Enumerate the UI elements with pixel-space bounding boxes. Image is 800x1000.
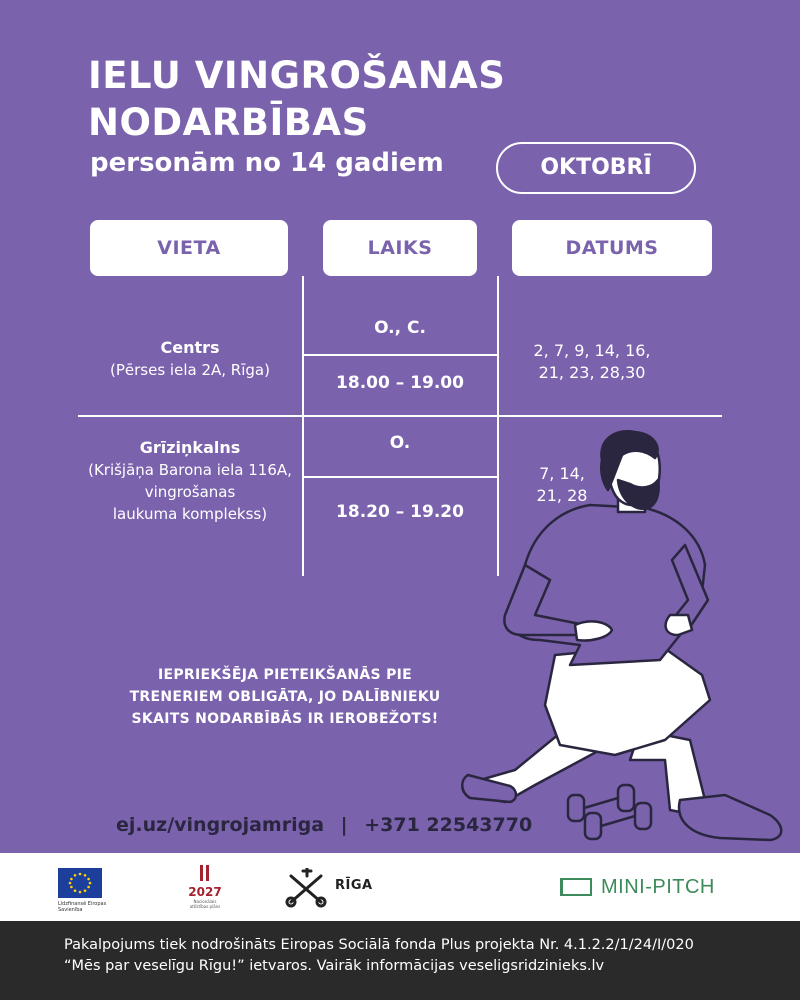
notice-line: IEPRIEKŠĒJA PIETEIKŠANĀS PIE [157, 667, 413, 683]
header-time: LAIKS [323, 220, 477, 276]
footer-line-2: “Mēs par veselīgu Rīgu!” ietvaros. Vairāk informācijas veseligsridzinieks.lv [64, 958, 605, 974]
npa-2027-logo [185, 865, 225, 909]
title-line-2: NODARBĪBAS [88, 101, 369, 144]
poster-title [88, 52, 505, 146]
place-address: (Pērses iela 2A, Rīga) [110, 361, 270, 379]
hours-cell: 18.00 – 19.00 [336, 373, 464, 393]
notice-line: TRENERIEM OBLIGĀTA, JO DALĪBNIEKU [129, 689, 441, 705]
dates-line: 7, 14, [539, 464, 585, 483]
npa-year: 2027 [188, 885, 222, 899]
grid-line-row1-split [303, 354, 497, 356]
place-name: Centrs [160, 338, 220, 357]
npa-subtext: Nacionālais attīstības plāns [189, 899, 221, 909]
mini-pitch-text: MINI-PITCH [601, 875, 715, 898]
website-link[interactable]: ej.uz/vingrojamriga [116, 814, 325, 836]
footer-info [0, 921, 800, 1000]
month-badge: OKTOBRĪ [496, 142, 696, 194]
dates-line: 21, 23, 28,30 [538, 363, 646, 382]
notice-line: SKAITS NODARBĪBĀS IR IEROBEŽOTS! [131, 711, 439, 727]
contact-line [116, 814, 532, 836]
place-address: laukuma komplekss) [112, 505, 268, 523]
days-cell: O. [389, 433, 411, 453]
subtitle: personām no 14 gadiem [90, 148, 444, 178]
contact-separator: | [340, 814, 348, 836]
place-address: vingrošanas [144, 483, 236, 501]
dates-cell [497, 340, 687, 384]
place-address: (Krišjāņa Barona iela 116A, [88, 461, 292, 479]
days-cell: O., C. [374, 318, 426, 338]
riga-keys-icon [285, 868, 329, 908]
place-cell-centrs [78, 337, 302, 381]
dates-line: 21, 28 [536, 486, 588, 505]
mini-pitch-logo [560, 875, 715, 899]
header-place: VIETA [90, 220, 288, 276]
header-date: DATUMS [512, 220, 712, 276]
footer-line-1: Pakalpojums tiek nodrošināts Eiropas Sociālā fonda Plus projekta Nr. 4.1.2.2/1/24/I/020 [64, 937, 694, 953]
hours-cell: 18.20 – 19.20 [336, 502, 464, 522]
eu-flag-icon [58, 868, 102, 898]
exercising-man-illustration [440, 430, 800, 870]
mini-pitch-icon [560, 878, 592, 896]
title-line-1: IELU VINGROŠANAS [88, 54, 506, 97]
grid-line-horizontal-mid [78, 415, 722, 417]
eu-cofinance-text: Līdzfinansē Eiropas Savienība [58, 901, 107, 913]
dates-line: 2, 7, 9, 14, 16, [533, 341, 651, 360]
place-cell-grizinkalns [78, 437, 302, 525]
phone-number[interactable]: +371 22543770 [364, 814, 533, 836]
npa-mark-icon [195, 865, 215, 881]
riga-logo-text: RĪGA [335, 878, 373, 893]
registration-notice [105, 664, 465, 730]
place-name: Grīziņkalns [139, 438, 241, 457]
logo-bar [0, 853, 800, 921]
